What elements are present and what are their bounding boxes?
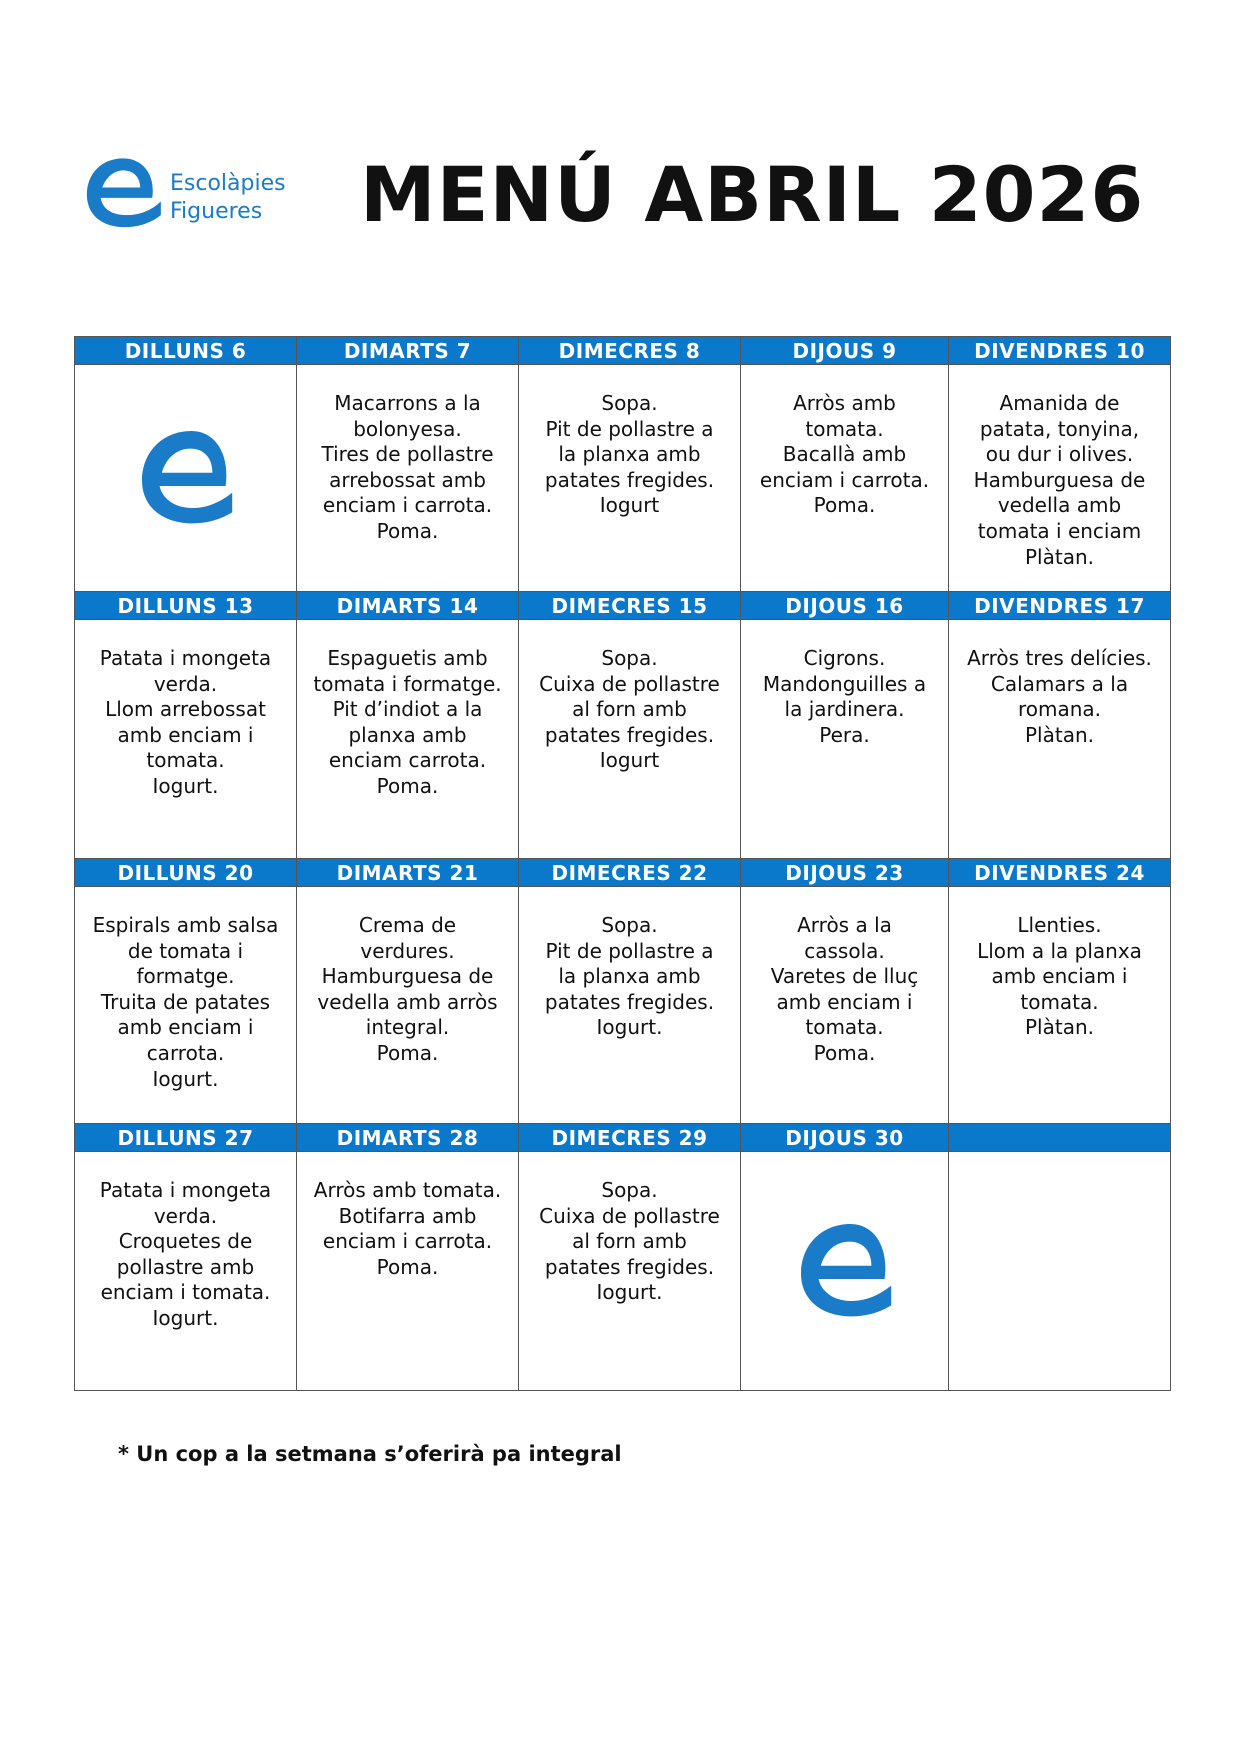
day-menu-cell [75, 887, 297, 1124]
day-header: DIMARTS 21 [297, 859, 519, 887]
menu-dish-line: Tires de pollastre [321, 442, 494, 467]
menu-dish-line: patates fregides. [544, 722, 715, 747]
menu-dish-line: Iogurt [599, 493, 660, 518]
week-menu-row [75, 887, 1171, 1124]
menu-dish-line: Poma. [376, 1040, 439, 1065]
logo-text-line2: Figueres [170, 199, 263, 224]
menu-dish-line: Mandonguilles a [762, 671, 927, 696]
menu-dish-line: Espirals amb salsa [92, 913, 279, 937]
menu-dish-line: ou dur i olives. [985, 442, 1134, 467]
menu-dish-line: Truita de patates [100, 989, 271, 1014]
page-title: MENÚ ABRIL 2026 [360, 150, 1145, 239]
day-header: DIJOUS 30 [741, 1124, 949, 1152]
day-header: DILLUNS 27 [75, 1124, 297, 1152]
footnote: * Un cop a la setmana s’oferirà pa integral [118, 1442, 622, 1466]
menu-dish-line: Patata i mongeta [99, 646, 272, 670]
menu-dish-line: formatge. [136, 964, 235, 989]
menu-dish-line: Calamars a la [990, 671, 1129, 696]
day-menu-cell [519, 887, 741, 1124]
menu-dish-line: Plàtan. [1024, 544, 1094, 569]
day-menu-cell [75, 1152, 297, 1391]
day-menu-cell [75, 365, 297, 592]
week-menu-row [75, 365, 1171, 592]
menu-dish-line: Plàtan. [1024, 722, 1094, 747]
escolapies-logo-icon [790, 1304, 900, 1328]
menu-dish-line: Iogurt [599, 748, 660, 773]
day-menu-cell [75, 620, 297, 859]
day-menu-cell [741, 1152, 949, 1391]
day-menu-cell [297, 620, 519, 859]
day-header: DIMECRES 22 [519, 859, 741, 887]
week-menu-row [75, 1152, 1171, 1391]
menu-dish-line: Sopa. [601, 1178, 658, 1202]
menu-dish-line: Cuixa de pollastre [539, 671, 720, 696]
menu-dish-line: romana. [1017, 697, 1102, 722]
menu-dish-line: enciam i carrota. [759, 467, 930, 492]
menu-dish-line: Sopa. [601, 391, 658, 415]
day-header [949, 1124, 1171, 1152]
day-menu-cell [519, 620, 741, 859]
menu-dish-line: Botifarra amb [338, 1203, 477, 1228]
menu-dish-line: Pera. [819, 722, 870, 747]
week-header-row [75, 859, 1171, 887]
menu-dish-line: Llom a la planxa [977, 938, 1142, 963]
menu-dish-line: Arròs a la [797, 913, 892, 937]
menu-dish-line: Sopa. [601, 913, 658, 937]
menu-dish-line: verda. [153, 1203, 218, 1228]
week-menu-row [75, 620, 1171, 859]
menu-dish-line: al forn amb [572, 697, 687, 722]
menu-dish-line: Crema de [358, 913, 457, 937]
menu-dish-line: tomata. [805, 1015, 884, 1040]
menu-dish-line: al forn amb [572, 1229, 687, 1254]
day-header: DIVENDRES 24 [949, 859, 1171, 887]
menu-dish-line: Iogurt. [596, 1015, 663, 1040]
menu-dish-line: Arròs amb tomata. [313, 1178, 502, 1202]
menu-dish-line: amb enciam i [117, 722, 254, 747]
day-menu-cell [949, 365, 1171, 592]
day-header: DIMARTS 7 [297, 337, 519, 365]
menu-dish-line: la planxa amb [558, 964, 701, 989]
menu-dish-line: patates fregides. [544, 1254, 715, 1279]
day-menu-cell [949, 620, 1171, 859]
menu-dish-line: Arròs tres delícies. [967, 646, 1152, 670]
day-header: DIJOUS 23 [741, 859, 949, 887]
menu-dish-line: patates fregides. [544, 989, 715, 1014]
menu-dish-line: verda. [153, 671, 218, 696]
menu-dish-line: Varetes de lluç [770, 964, 919, 989]
day-menu-cell [297, 887, 519, 1124]
menu-dish-line: Poma. [376, 1254, 439, 1279]
day-menu-cell [297, 365, 519, 592]
day-header: DIJOUS 9 [741, 337, 949, 365]
menu-dish-line: Bacallà amb [782, 442, 907, 467]
school-logo [80, 148, 286, 238]
menu-dish-line: tomata. [805, 416, 884, 441]
menu-dish-line: patata, tonyina, [979, 416, 1140, 441]
menu-dish-line: tomata i enciam [977, 518, 1142, 543]
menu-dish-line: Plàtan. [1024, 1015, 1094, 1040]
menu-dish-line: la planxa amb [558, 442, 701, 467]
logo-text [170, 170, 286, 226]
escolapies-logo-icon [80, 148, 166, 234]
menu-dish-line: planxa amb [348, 722, 467, 747]
day-header: DIMECRES 8 [519, 337, 741, 365]
menu-dish-line: Cuixa de pollastre [539, 1203, 720, 1228]
menu-dish-line: Poma. [813, 493, 876, 518]
menu-dish-line: Cigrons. [803, 646, 886, 670]
day-menu-cell [949, 1152, 1171, 1391]
day-menu-cell [519, 365, 741, 592]
menu-dish-line: amb enciam i [117, 1015, 254, 1040]
logo-text-line1: Escolàpies [170, 171, 286, 196]
menu-dish-line: enciam i tomata. [100, 1280, 271, 1305]
week-header-row [75, 592, 1171, 620]
menu-dish-line: amb enciam i [991, 964, 1128, 989]
menu-dish-line: tomata. [146, 748, 225, 773]
menu-dish-line: Macarrons a la [334, 391, 481, 415]
menu-dish-line: enciam i carrota. [322, 1229, 493, 1254]
menu-dish-line: Espaguetis amb [327, 646, 488, 670]
escolapies-logo-icon [131, 511, 241, 535]
menu-dish-line: integral. [365, 1015, 450, 1040]
day-menu-cell [949, 887, 1171, 1124]
menu-dish-line: tomata. [1020, 989, 1099, 1014]
menu-dish-line: arrebossat amb [329, 467, 486, 492]
menu-dish-line: Pit de pollastre a [545, 938, 714, 963]
menu-dish-line: amb enciam i [776, 989, 913, 1014]
menu-dish-line: enciam i carrota. [322, 493, 493, 518]
menu-dish-line: Sopa. [601, 646, 658, 670]
menu-dish-line: Croquetes de [118, 1229, 253, 1254]
day-header: DIMECRES 29 [519, 1124, 741, 1152]
day-menu-cell [741, 365, 949, 592]
menu-table [74, 336, 1171, 1391]
menu-dish-line: Hamburguesa de [321, 964, 494, 989]
day-menu-cell [741, 887, 949, 1124]
menu-dish-line: verdures. [360, 938, 455, 963]
menu-dish-line: Iogurt. [152, 773, 219, 798]
menu-dish-line: la jardinera. [784, 697, 905, 722]
menu-dish-line: Amanida de [999, 391, 1120, 415]
menu-dish-line: Poma. [376, 518, 439, 543]
day-header: DILLUNS 20 [75, 859, 297, 887]
menu-dish-line: carrota. [146, 1040, 225, 1065]
menu-dish-line: Iogurt. [152, 1305, 219, 1330]
day-menu-cell [741, 620, 949, 859]
menu-dish-line: de tomata i [127, 938, 244, 963]
week-header-row [75, 1124, 1171, 1152]
day-menu-cell [297, 1152, 519, 1391]
menu-dish-line: tomata i formatge. [313, 671, 502, 696]
menu-dish-line: vedella amb arròs [317, 989, 498, 1014]
menu-dish-line: Llenties. [1017, 913, 1102, 937]
menu-dish-line: enciam carrota. [328, 748, 487, 773]
week-header-row [75, 337, 1171, 365]
menu-dish-line: pollastre amb [116, 1254, 255, 1279]
menu-dish-line: Llom arrebossat [105, 697, 266, 722]
menu-dish-line: Pit d’indiot a la [332, 697, 483, 722]
menu-dish-line: bolonyesa. [353, 416, 462, 441]
menu-dish-line: Patata i mongeta [99, 1178, 272, 1202]
menu-dish-line: Hamburguesa de [973, 467, 1146, 492]
day-header: DIVENDRES 10 [949, 337, 1171, 365]
day-header: DILLUNS 13 [75, 592, 297, 620]
day-header: DIMECRES 15 [519, 592, 741, 620]
day-header: DIMARTS 28 [297, 1124, 519, 1152]
menu-dish-line: patates fregides. [544, 467, 715, 492]
day-menu-cell [519, 1152, 741, 1391]
menu-dish-line: vedella amb [997, 493, 1122, 518]
menu-dish-line: cassola. [804, 938, 885, 963]
day-header: DILLUNS 6 [75, 337, 297, 365]
menu-dish-line: Poma. [813, 1040, 876, 1065]
menu-dish-line: Arròs amb [793, 391, 896, 415]
menu-dish-line: Poma. [376, 773, 439, 798]
menu-dish-line: Pit de pollastre a [545, 416, 714, 441]
menu-dish-line: Iogurt. [596, 1280, 663, 1305]
day-header: DIJOUS 16 [741, 592, 949, 620]
day-header: DIVENDRES 17 [949, 592, 1171, 620]
menu-dish-line: Iogurt. [152, 1066, 219, 1091]
day-header: DIMARTS 14 [297, 592, 519, 620]
